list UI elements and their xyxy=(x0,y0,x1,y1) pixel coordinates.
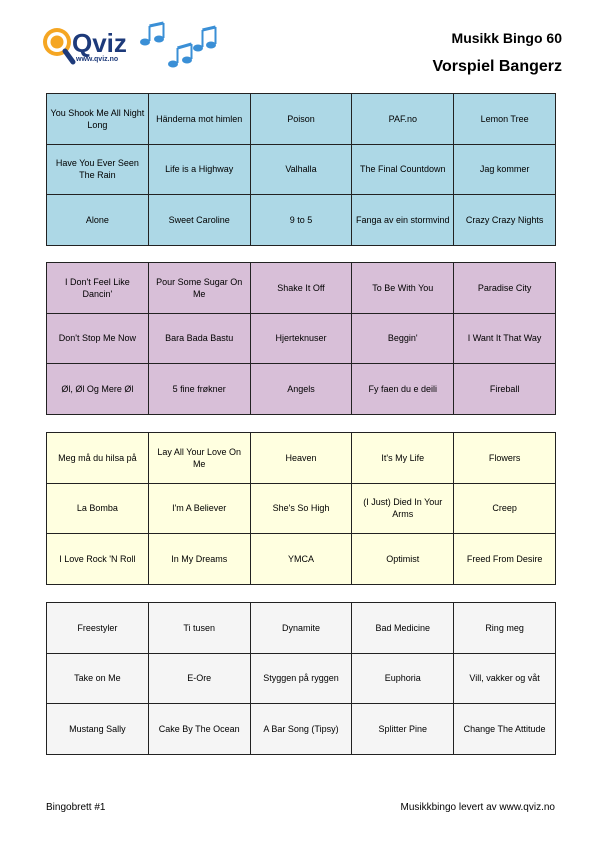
bingo-cell: (I Just) Died In Your Arms xyxy=(352,483,454,534)
board-row xyxy=(47,483,556,534)
bingo-cell: Ring meg xyxy=(454,603,556,654)
bingo-cell: You Shook Me All Night Long xyxy=(47,94,149,145)
bingo-cell: Vill, vakker og våt xyxy=(454,653,556,704)
bingo-cell: Optimist xyxy=(352,534,454,585)
board-row xyxy=(47,364,556,415)
bingo-cell: Styggen på ryggen xyxy=(250,653,352,704)
bingo-cell: Shake It Off xyxy=(250,263,352,314)
board-row xyxy=(47,653,556,704)
qviz-logo xyxy=(38,22,128,72)
bingo-cell: A Bar Song (Tipsy) xyxy=(250,704,352,755)
bingo-cell: Alone xyxy=(47,195,149,246)
bingo-cell: Bara Bada Bastu xyxy=(148,313,250,364)
bingo-cell: Freestyler xyxy=(47,603,149,654)
bingo-cell: 9 to 5 xyxy=(250,195,352,246)
bingo-cell: Don't Stop Me Now xyxy=(47,313,149,364)
bingo-cell: La Bomba xyxy=(47,483,149,534)
bingo-cell: Sweet Caroline xyxy=(148,195,250,246)
bingo-board-1 xyxy=(46,93,556,246)
bingo-cell: Jag kommer xyxy=(454,144,556,195)
bingo-cell: I Don't Feel Like Dancin' xyxy=(47,263,149,314)
bingo-cell: Fireball xyxy=(454,364,556,415)
bingo-cell: Lay All Your Love On Me xyxy=(148,433,250,484)
board-row xyxy=(47,195,556,246)
board-row xyxy=(47,704,556,755)
bingo-cell: To Be With You xyxy=(352,263,454,314)
bingo-cell: Creep xyxy=(454,483,556,534)
bingo-cell: Øl, Øl Og Mere Øl xyxy=(47,364,149,415)
board-row xyxy=(47,534,556,585)
bingo-cell: Take on Me xyxy=(47,653,149,704)
bingo-cell: Fanga av ein stormvind xyxy=(352,195,454,246)
bingo-cell: Splitter Pine xyxy=(352,704,454,755)
bingo-cell: Life is a Highway xyxy=(148,144,250,195)
bingo-cell: The Final Countdown xyxy=(352,144,454,195)
bingo-cell: Heaven xyxy=(250,433,352,484)
board-row xyxy=(47,263,556,314)
bingo-cell: 5 fine frøkner xyxy=(148,364,250,415)
bingo-board-4 xyxy=(46,602,556,755)
bingo-cell: In My Dreams xyxy=(148,534,250,585)
logo-text: Qviz xyxy=(72,28,127,58)
bingo-cell: Cake By The Ocean xyxy=(148,704,250,755)
bingo-cell: I Love Rock 'N Roll xyxy=(47,534,149,585)
bingo-cell: Have You Ever Seen The Rain xyxy=(47,144,149,195)
board-row xyxy=(47,433,556,484)
bingo-cell: Euphoria xyxy=(352,653,454,704)
bingo-cell: Lemon Tree xyxy=(454,94,556,145)
bingo-board-2 xyxy=(46,262,556,415)
bingo-cell: Pour Some Sugar On Me xyxy=(148,263,250,314)
bingo-cell: Händerna mot himlen xyxy=(148,94,250,145)
bingo-cell: Beggin' xyxy=(352,313,454,364)
board-row xyxy=(47,94,556,145)
bingo-cell: Valhalla xyxy=(250,144,352,195)
logo-url: www.qviz.no xyxy=(76,56,119,63)
bingo-cell: She's So High xyxy=(250,483,352,534)
bingo-cell: Crazy Crazy Nights xyxy=(454,195,556,246)
bingo-cell: It's My Life xyxy=(352,433,454,484)
bingo-cell: Angels xyxy=(250,364,352,415)
bingo-cell: PAF.no xyxy=(352,94,454,145)
bingo-cell: E-Ore xyxy=(148,653,250,704)
bingo-cell: I'm A Believer xyxy=(148,483,250,534)
bingo-cell: Fy faen du e deili xyxy=(352,364,454,415)
bingo-cell: Bad Medicine xyxy=(352,603,454,654)
bingo-cell: Flowers xyxy=(454,433,556,484)
bingo-cell: Hjerteknuser xyxy=(250,313,352,364)
bingo-cell: Change The Attitude xyxy=(454,704,556,755)
bingo-cell: Freed From Desire xyxy=(454,534,556,585)
bingo-cell: Paradise City xyxy=(454,263,556,314)
provider-credit: Musikkbingo levert av www.qviz.no xyxy=(400,802,555,813)
bingo-cell: Meg må du hilsa på xyxy=(47,433,149,484)
music-notes-icon xyxy=(135,20,220,70)
bingo-board-3 xyxy=(46,432,556,585)
board-row xyxy=(47,144,556,195)
board-number: Bingobrett #1 xyxy=(46,802,106,813)
board-row xyxy=(47,603,556,654)
bingo-cell: I Want It That Way xyxy=(454,313,556,364)
bingo-title: Musikk Bingo 60 xyxy=(451,30,562,46)
bingo-cell: Dynamite xyxy=(250,603,352,654)
bingo-cell: Ti tusen xyxy=(148,603,250,654)
board-row xyxy=(47,313,556,364)
bingo-cell: Mustang Sally xyxy=(47,704,149,755)
bingo-subtitle: Vorspiel Bangerz xyxy=(432,58,562,75)
bingo-cell: YMCA xyxy=(250,534,352,585)
bingo-cell: Poison xyxy=(250,94,352,145)
